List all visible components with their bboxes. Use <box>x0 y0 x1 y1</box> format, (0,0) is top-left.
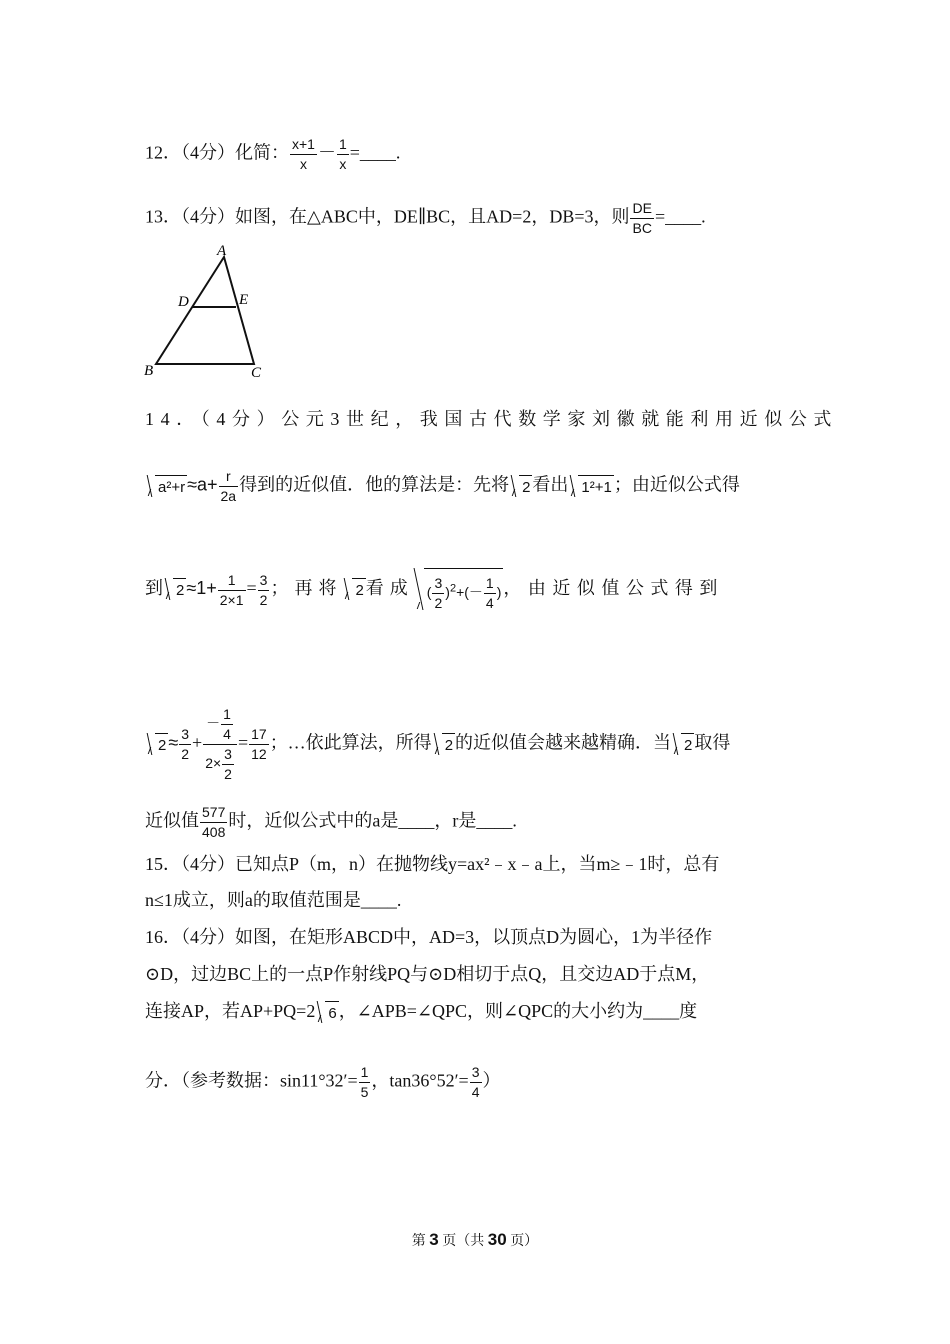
q16-l3-pre: 连接AP，若AP+PQ=2 <box>145 1001 316 1021</box>
q16-l4-end: ） <box>482 1070 501 1091</box>
triangle-abc <box>156 257 254 364</box>
q14-l3-frac4 <box>484 575 496 612</box>
label-e: E <box>239 292 249 308</box>
label-c: C <box>251 365 262 381</box>
q12-frac2 <box>337 136 349 173</box>
q14-l3-text1: ；再将 <box>270 578 343 599</box>
page-footer <box>0 1230 950 1250</box>
q14-l4-result <box>249 726 269 763</box>
q16-l3-sqrt <box>315 1001 338 1025</box>
q14-line2 <box>145 468 740 505</box>
footer-pre: 第 <box>411 1234 426 1249</box>
footer-page-number: 3 <box>429 1230 439 1249</box>
q14-l4-text2: 的近似值会越来越精确．当 <box>455 732 672 753</box>
label-d: D <box>178 294 189 310</box>
q14-l2-sqrt2 <box>509 475 532 499</box>
q14-l4-fden: 2 <box>181 746 190 762</box>
q14-l3-mid: +(－ <box>456 584 483 601</box>
footer-total-pages: 30 <box>487 1230 507 1249</box>
q13-frac-num: DE <box>630 200 653 219</box>
q16-l4-f2den: 4 <box>471 1084 480 1100</box>
q14-l2-approx: ≈a+ <box>187 474 218 495</box>
q14-l3-f2num: 3 <box>258 572 270 591</box>
q16-l4-f2num: 3 <box>470 1064 482 1083</box>
q15-line2: n≤1成立，则a的取值范围是____. <box>145 890 402 910</box>
q14-l4-sqrt <box>145 733 168 757</box>
q14-l3-paren2: ) <box>496 584 502 601</box>
q12-suffix: =____. <box>349 142 401 163</box>
q14-l4-bden-d: 2 <box>224 766 232 782</box>
q14-l4-bnum-n: 1 <box>221 706 233 725</box>
q16-line1: 16．（4分）如图，在矩形ABCD中，AD=3，以顶点D为圆心，1为半径作 <box>145 927 713 947</box>
q14-l3-approx: ≈1+ <box>186 578 217 599</box>
q14-l3-pre: 到 <box>145 578 163 599</box>
q14-l4-bnum-sign: － <box>206 715 221 732</box>
q14-l4-bnum-d: 4 <box>223 726 231 742</box>
q14-line3 <box>145 568 724 612</box>
q14-l3-sqrt-big: ( $\frac{3}{2}$ )$^2$+(－ $\frac{1}{4}$ ) <box>414 568 504 612</box>
q14-l4-sqrt2 <box>432 733 455 757</box>
q14-l4-radicand2: 2 <box>442 733 455 757</box>
q14-l4-complex-frac <box>203 706 237 783</box>
q14-l3-f3num: 3 <box>432 575 444 594</box>
q16-l4-f1den: 5 <box>360 1084 369 1100</box>
q14-l2-fnum: r <box>219 468 239 487</box>
q16-l4-f1num: 1 <box>359 1064 371 1083</box>
q14-l2-text3: ；由近似公式得 <box>613 474 740 495</box>
q14-l3-sqrt2 <box>342 578 365 602</box>
q14-l5-frac <box>200 804 227 841</box>
q12-frac1-den: x <box>299 156 307 172</box>
q14-l3-sqrt <box>163 578 186 602</box>
q16-line2: ⊙D，过边BC上的一点P作射线PQ与⊙D相切于点Q，且交边AD于点M， <box>145 964 710 984</box>
q14-l4-frac1 <box>179 726 191 763</box>
q14-l3-frac2 <box>258 572 270 609</box>
q14-l2-text1: 得到的近似值．他的算法是：先将 <box>239 474 510 495</box>
q14-l4-bden-pre: 2× <box>205 755 222 772</box>
q14-l2-frac <box>219 468 239 505</box>
q14-l2-text2: 看出 <box>532 474 569 495</box>
q16-line3 <box>145 1000 697 1025</box>
q14-l4-eq: = <box>237 732 249 753</box>
q14-l4-fnum: 3 <box>179 726 191 745</box>
footer-mid: 页（共 <box>442 1234 485 1249</box>
q13-frac <box>630 200 653 237</box>
q14-l4-bden <box>222 746 234 783</box>
q16-line4 <box>145 1064 501 1101</box>
q13-suffix: =____. <box>654 206 706 227</box>
q14-line4 <box>145 706 730 783</box>
q15-line1: 15．（4分）已知点P（m，n）在抛物线y=ax²﹣x﹣a上，当m≥﹣1时，总有 <box>145 854 720 874</box>
q14-line5 <box>145 804 517 841</box>
q14-l3-text3: ，由近似值公式得到 <box>503 578 724 599</box>
q14-l4-bden-n: 3 <box>222 746 234 765</box>
q14-l5-text: 时，近似公式中的a是____，r是____. <box>228 810 517 831</box>
q14-l5-pre: 近似值 <box>145 810 199 831</box>
q14-l4-rnum: 17 <box>249 726 269 745</box>
q14-l3-radicand: 2 <box>173 578 186 602</box>
q14-line1: 14．（4分）公元3世纪，我国古代数学家刘徽就能利用近似公式 <box>145 409 838 429</box>
q14-l2-sqrt <box>145 475 187 499</box>
q14-l3-f3den: 2 <box>434 595 443 611</box>
q12-frac2-num: 1 <box>337 136 349 155</box>
label-b: B <box>144 363 154 379</box>
q14-l3-f2den: 2 <box>259 591 268 608</box>
q12-minus: － <box>317 142 336 163</box>
q16-l4-pre: 分．（参考数据：sin11°32′= <box>145 1070 358 1091</box>
q14-l3-f4den: 4 <box>485 595 494 611</box>
q14-l3-eq: = <box>246 578 257 599</box>
q12-frac1 <box>290 136 317 173</box>
q16-l4-mid: ，tan36°52′= <box>371 1070 469 1091</box>
q14-l4-sqrt3 <box>671 733 694 757</box>
q14-l4-plus: + <box>192 732 203 753</box>
q13-frac-den: BC <box>632 220 652 236</box>
q14-l3-f4num: 1 <box>484 575 496 594</box>
q14-l2-radicand: a²+r <box>155 475 187 499</box>
q14-l4-radicand3: 2 <box>681 733 694 757</box>
label-a: A <box>217 243 227 259</box>
q14-l3-radicand2: 2 <box>352 578 365 602</box>
q16-l4-frac2 <box>470 1064 482 1101</box>
triangle-figure <box>140 240 280 385</box>
q14-l4-text3: 取得 <box>694 732 731 753</box>
q14-l2-radicand3: 1²+1 <box>578 475 613 499</box>
q14-l4-rden: 12 <box>251 746 267 762</box>
footer-post: 页） <box>510 1234 539 1249</box>
question-13 <box>145 200 706 237</box>
q16-l3-text: ，∠APB=∠QPC，则∠QPC的大小约为____度 <box>338 1001 698 1021</box>
q14-l3-frac1 <box>218 572 246 609</box>
q16-l3-radicand: 6 <box>325 1001 338 1025</box>
q14-l3-paren1: ( <box>426 584 432 601</box>
q14-l2-sqrt3 <box>568 475 613 499</box>
q14-l4-text1: ；…依此算法，所得 <box>269 732 432 753</box>
q14-l2-radicand2: 2 <box>519 475 532 499</box>
q16-l4-frac1 <box>359 1064 371 1101</box>
q14-l5-fnum: 577 <box>200 804 227 823</box>
q12-frac1-num: x+1 <box>290 136 317 155</box>
q12-frac2-den: x <box>339 156 347 172</box>
q14-l4-approx: ≈ <box>168 732 179 753</box>
q14-l3-square: 2 <box>449 582 457 595</box>
q13-prefix: 13．（4分）如图，在△ABC中，DE∥BC，且AD=2，DB=3，则 <box>145 206 630 227</box>
q14-l5-fden: 408 <box>202 824 226 840</box>
question-12 <box>145 136 400 173</box>
q14-l4-bnum <box>221 706 233 743</box>
q14-l3-fnum: 1 <box>218 572 246 591</box>
q14-l3-fden: 2×1 <box>219 591 244 608</box>
q14-l2-fden: 2a <box>220 488 237 504</box>
q14-l3-frac3 <box>432 575 444 612</box>
q14-l3-text2: 看成 <box>365 578 414 599</box>
q14-l4-radicand: 2 <box>155 733 168 757</box>
q12-prefix: 12．（4分）化简： <box>145 142 289 163</box>
